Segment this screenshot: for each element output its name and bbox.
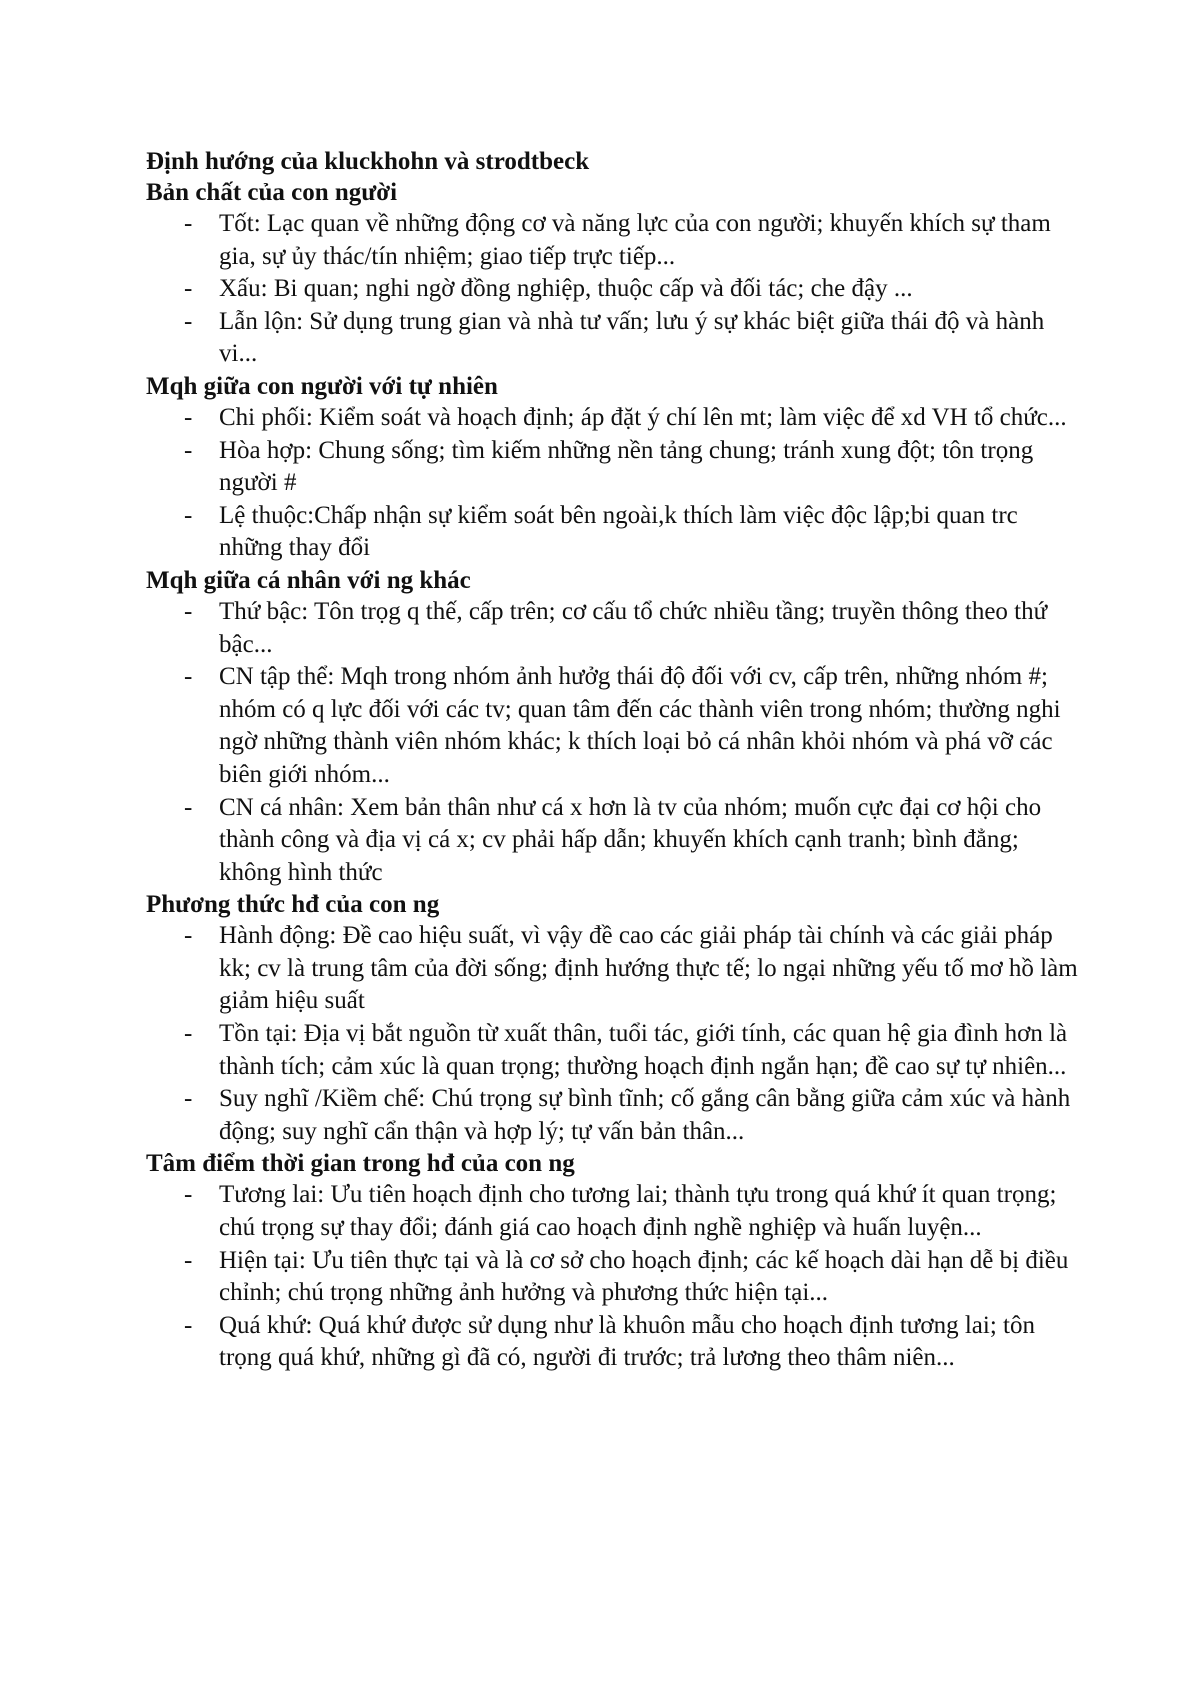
bullet-list: [146, 920, 1086, 1148]
list-item-text: Hành động: Đề cao hiệu suất, vì vậy đề cao các giải pháp tài chính và các giải pháp kk; cv là trung tâm của đời sống; định hướng thực tế; lo ngại những yếu tố mơ hồ làm giảm hiệu suất: [219, 922, 1078, 1015]
bullet-list: [146, 402, 1086, 565]
section-individual-relations: [146, 565, 1086, 889]
document-page: [146, 146, 1086, 1375]
list-item-text: CN cá nhân: Xem bản thân như cá x hơn là tv của nhóm; muốn cực đại cơ hội cho thành công và địa vị cá x; cv phải hấp dẫn; khuyến khích cạnh tranh; bình đẳng; không hình thức: [219, 793, 1042, 886]
list-item-text: Hòa hợp: Chung sống; tìm kiếm những nền tảng chung; tránh xung đột; tôn trọng người #: [219, 436, 1034, 497]
list-item-text: Lệ thuộc:Chấp nhận sự kiểm soát bên ngoài,k thích làm việc độc lập;bi quan trc những thay đổi: [219, 501, 1018, 562]
list-item-text: Thứ bậc: Tôn trọg q thế, cấp trên; cơ cấu tổ chức nhiều tầng; truyền thông theo thứ bậc...: [219, 597, 1048, 658]
list-item-text: Tương lai: Ưu tiên hoạch định cho tương lai; thành tựu trong quá khứ ít quan trọng; chú trọng sự thay đổi; đánh giá cao hoạch định nghề nghiệp và huấn luyện...: [219, 1181, 1057, 1242]
list-item: [146, 208, 1086, 273]
document-title: Định hướng của kluckhohn và strodtbeck: [146, 148, 590, 175]
list-item-text: CN tập thể: Mqh trong nhóm ảnh hưởg thái độ đối với cv, cấp trên, những nhóm #; nhóm có q lực đối với các tv; quan tâm đến các thành viên trong nhóm; thường nghi ngờ những thành viên nhóm khác; k thích loại bỏ cá nhân khỏi nhóm và phá vỡ các biên giới nhóm...: [219, 663, 1061, 788]
bullet-list: [146, 1179, 1086, 1375]
list-item-text: Quá khứ: Quá khứ được sử dụng như là khuôn mẫu cho hoạch định tương lai; tôn trọng quá khứ, những gì đã có, người đi trước; trả lương theo thâm niên...: [219, 1311, 1035, 1372]
list-item: [146, 1310, 1086, 1375]
list-item: [146, 596, 1086, 661]
bullet-dash: -: [184, 501, 193, 529]
section-heading: Mqh giữa cá nhân với ng khác: [146, 566, 471, 594]
bullet-dash: -: [184, 436, 193, 464]
bullet-dash: -: [184, 210, 193, 237]
bullet-dash: -: [184, 1311, 193, 1339]
section-heading: Phương thức hđ của con ng: [146, 891, 440, 919]
list-item: [146, 500, 1086, 565]
list-item: [146, 1245, 1086, 1310]
list-item: [146, 402, 1086, 435]
list-item: [146, 792, 1086, 890]
list-item: [146, 1083, 1086, 1148]
section-human-nature: [146, 177, 1086, 371]
list-item: [146, 1179, 1086, 1244]
bullet-dash: -: [184, 275, 193, 303]
section-time-focus: [146, 1148, 1086, 1375]
section-heading: Tâm điểm thời gian trong hđ của con ng: [146, 1150, 575, 1178]
list-item: [146, 920, 1086, 1018]
bullet-dash: -: [184, 663, 193, 691]
bullet-dash: -: [184, 1181, 193, 1209]
bullet-dash: -: [184, 1020, 193, 1048]
section-activity-mode: [146, 889, 1086, 1148]
list-item-text: Chi phối: Kiểm soát và hoạch định; áp đặt ý chí lên mt; làm việc để xd VH tổ chức...: [219, 403, 1067, 431]
list-item: [146, 1018, 1086, 1083]
list-item: [146, 435, 1086, 500]
bullet-dash: -: [184, 1246, 193, 1274]
section-heading: Mqh giữa con người với tự nhiên: [146, 372, 498, 400]
bullet-dash: -: [184, 1085, 193, 1113]
list-item-text: Hiện tại: Ưu tiên thực tại và là cơ sở cho hoạch định; các kế hoạch dài hạn dễ bị điều chỉnh; chú trọng những ảnh hưởng và phương thức hiện tại...: [219, 1246, 1069, 1307]
section-human-nature-relation: [146, 371, 1086, 565]
bullet-list: [146, 208, 1086, 371]
list-item: [146, 273, 1086, 306]
list-item: [146, 661, 1086, 791]
list-item-text: Suy nghĩ /Kiềm chế: Chú trọng sự bình tĩnh; cố gắng cân bằng giữa cảm xúc và hành động; suy nghĩ cẩn thận và hợp lý; tự vấn bản thân...: [219, 1085, 1071, 1145]
bullet-dash: -: [184, 793, 193, 821]
list-item-text: Tốt: Lạc quan về những động cơ và năng lực của con người; khuyến khích sự tham gia, sự ủy thác/tín nhiệm; giao tiếp trực tiếp...: [219, 210, 1051, 270]
bullet-dash: -: [184, 403, 193, 431]
list-item: [146, 306, 1086, 371]
bullet-dash: -: [184, 597, 193, 625]
bullet-dash: -: [184, 922, 193, 950]
list-item-text: Xấu: Bi quan; nghi ngờ đồng nghiệp, thuộc cấp và đối tác; che đậy ...: [219, 275, 913, 303]
bullet-dash: -: [184, 307, 193, 335]
list-item-text: Tồn tại: Địa vị bắt nguồn từ xuất thân, tuổi tác, giới tính, các quan hệ gia đình hơn là thành tích; cảm xúc là quan trọng; thường hoạch định ngắn hạn; đề cao sự tự nhiên...: [219, 1020, 1068, 1080]
list-item-text: Lẫn lộn: Sử dụng trung gian và nhà tư vấn; lưu ý sự khác biệt giữa thái độ và hành vi...: [219, 307, 1045, 368]
bullet-list: [146, 596, 1086, 889]
section-heading: Bản chất của con người: [146, 179, 398, 206]
